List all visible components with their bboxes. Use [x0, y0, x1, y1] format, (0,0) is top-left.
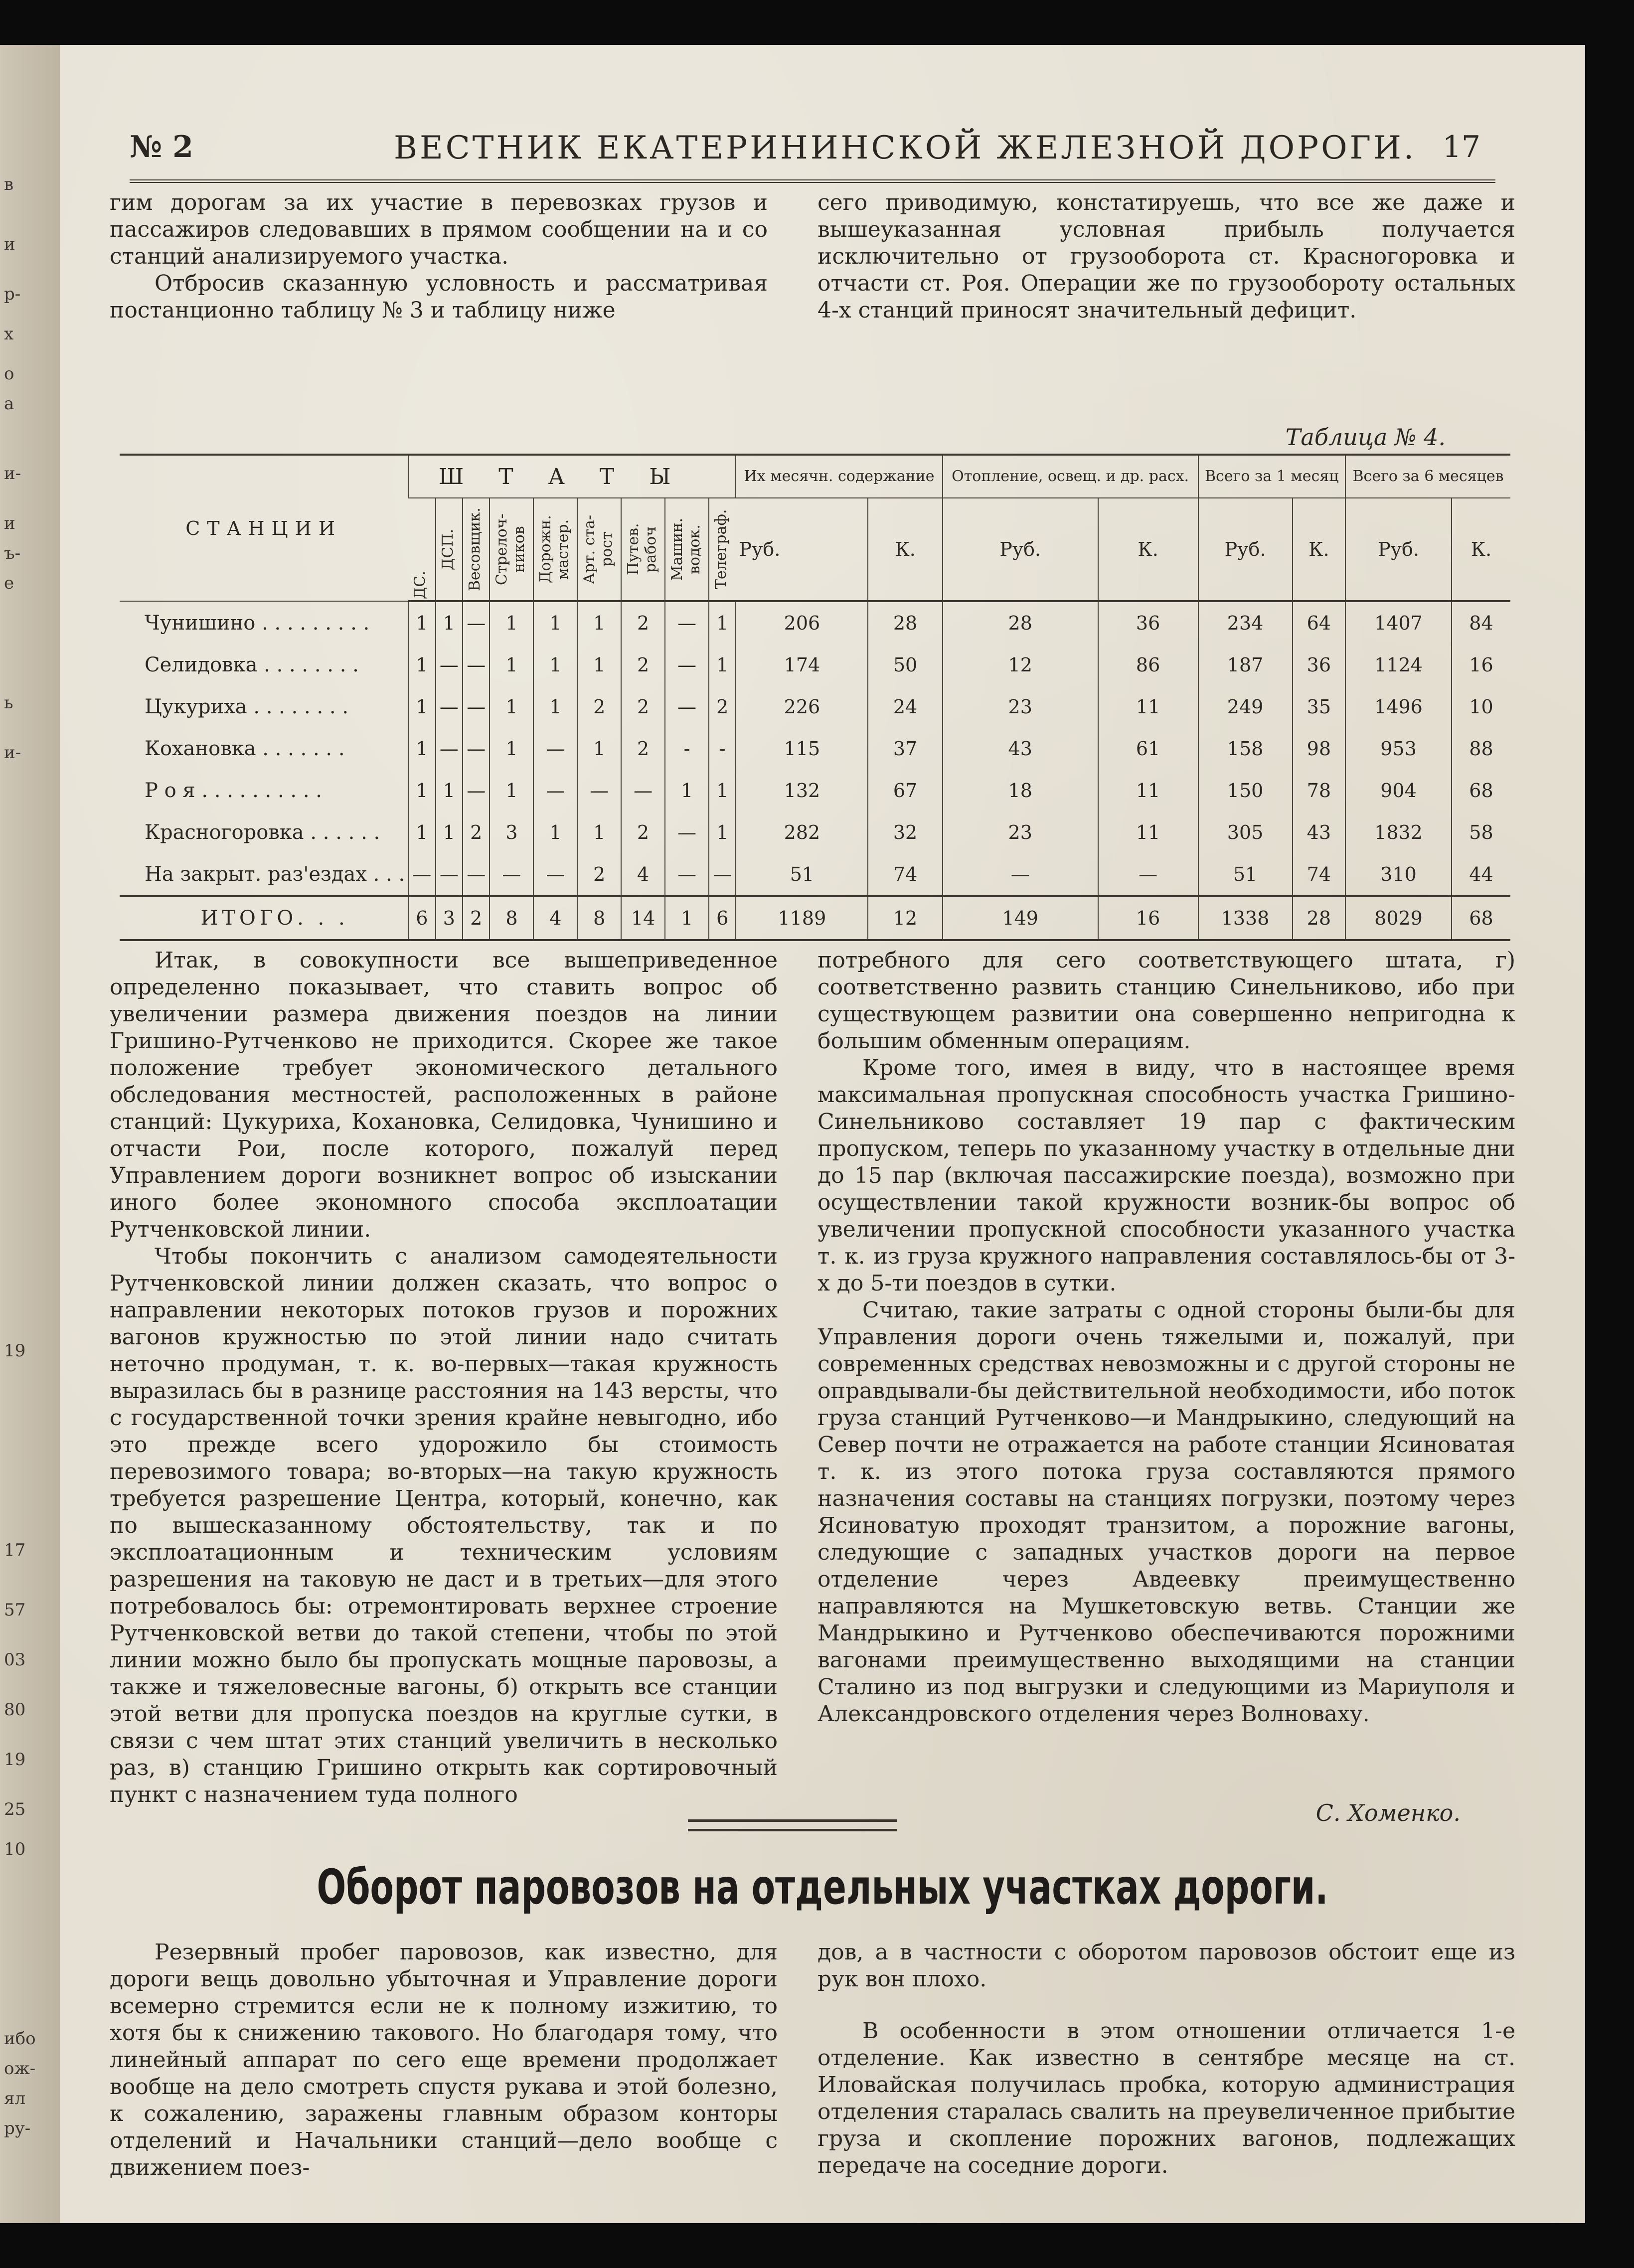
staff-count: — [577, 770, 621, 811]
money-value: 51 [736, 853, 868, 896]
staff-count: — [533, 853, 577, 896]
money-value: 74 [1293, 853, 1346, 896]
staff-count: — [533, 728, 577, 770]
col-kop: К. [868, 498, 942, 601]
table-row [120, 811, 1510, 853]
money-value: 28 [943, 601, 1098, 644]
staff-count: 2 [621, 601, 665, 644]
col-rub: Руб. [943, 498, 1098, 601]
money-value: 953 [1345, 728, 1452, 770]
money-value: 132 [736, 770, 868, 811]
money-value: 11 [1098, 811, 1198, 853]
staff-count: 1 [408, 728, 435, 770]
staff-count: 4 [621, 853, 665, 896]
adjacent-page-fragment: ру- [4, 2118, 31, 2138]
staff-count: — [436, 853, 463, 896]
staff-count: — [463, 601, 490, 644]
money-value: 8029 [1345, 896, 1452, 940]
money-value: 11 [1098, 686, 1198, 728]
money-value: 36 [1293, 644, 1346, 686]
col-money-monthly: Их месячн. содержание [736, 455, 942, 498]
money-value: 23 [943, 686, 1098, 728]
staff-count: 4 [533, 896, 577, 940]
staff-count: — [533, 770, 577, 811]
staff-count: 1 [490, 686, 533, 728]
table-row [120, 728, 1510, 770]
paragraph: гим дорогам за их участие в перевозках грузов и пассажиров следовавших в прямом сообщении на и со станций анализируемого участка. [110, 190, 768, 269]
col-rub: Руб. [736, 498, 868, 601]
staff-count: 1 [490, 644, 533, 686]
money-value: 32 [868, 811, 942, 853]
staff-count: 1 [408, 811, 435, 853]
money-value: 1124 [1345, 644, 1452, 686]
station-name: Чунишино . . . . . . . . . [145, 611, 370, 635]
staff-count: 1 [709, 644, 736, 686]
col-rub: Руб. [1198, 498, 1293, 601]
money-value: 1189 [736, 896, 868, 940]
staff-count: — [621, 770, 665, 811]
staff-count: — [463, 686, 490, 728]
table-row [120, 770, 1510, 811]
money-value: 35 [1293, 686, 1346, 728]
col-staff-group: ШТАТЫ [408, 455, 736, 498]
table-row [120, 644, 1510, 686]
col-kop: К. [1293, 498, 1346, 601]
staff-count: — [490, 853, 533, 896]
money-value: 18 [943, 770, 1098, 811]
money-value: 28 [1293, 896, 1346, 940]
col-money-total-1: Всего за 1 месяц [1198, 455, 1346, 498]
adjacent-page-fragment: и- [4, 743, 21, 763]
staff-count: — [436, 728, 463, 770]
paragraph: Считаю, такие затраты с одной стороны были-бы для Управления дороги очень тяжелыми и, пожалуй, при современных средствах невозможны и с другой стороны не оправдывали-бы действительной необходимости, ибо поток груза станций Рутченково—и Мандрыкино, следующий на Север почти не отражается на работе станции Ясиноватая т. к. из этого потока груза составляются прямого назначения составы на станциях погрузки, поэтому через Ясиноватую проходят транзитом, а порожние вагоны, следующие с западных участков дороги на первое отделение через Авдеевку преимущественно направляются на Мушкетовскую ветвь. Станции же Мандрыкино и Рутченково обеспечиваются порожними вагонами преимущественно выходящими на станции Сталино из под выгрузки и следующими из Мариуполя и Александровского отделения через Волноваху. [817, 1297, 1515, 1727]
col-rub: Руб. [1345, 498, 1452, 601]
staff-count: 1 [577, 811, 621, 853]
adjacent-page-fragment: ибо [4, 2029, 36, 2049]
money-value: 58 [1452, 811, 1510, 853]
station-name: Р о я . . . . . . . . . . [145, 779, 322, 802]
staff-count: 1 [436, 811, 463, 853]
money-value: 149 [943, 896, 1098, 940]
adjacent-page-fragment: ял [4, 2089, 26, 2108]
adjacent-page-fragment: о [4, 364, 14, 384]
bottom-right-column [817, 1939, 1515, 2179]
total-label: ИТОГО. . . [120, 896, 408, 940]
adjacent-page-fragment: а [4, 394, 14, 414]
adjacent-page-fragment: р- [4, 284, 21, 304]
paragraph: Чтобы покончить с анализом самодеятельности Рутченковской линии должен сказать, что вопрос о направлении некоторых потоков грузов и порожних вагонов кружностью по этой линии надо считать неточно продуман, т. к. во-первых—такая кружность выразилась бы в разнице расстояния на 143 версты, что с государственной точки зрения крайне невыгодно, ибо это прежде всего удорожило бы стоимость перевозимого товара; во-вторых—на такую кружность требуется разрешение Центра, который, конечно, как по вышесказанному обстоятельству, так и по эксплоатационным и техническим условиям разрешения на таковую не даст и в третьих—для этого потребовалось бы: отремонтировать верхнее строение Рутченковской ветви до такой степени, чтобы по этой линии можно было бы пропускать мощные паровозы, а также и тяжеловесные вагоны, б) открыть все станции этой ветви для пропуска поездов на круглые сутки, в связи с чем штат этих станций увеличить в несколько раз, в) станцию Гришино открыть как сортировочный пункт с назначением туда полного [110, 1244, 778, 1807]
staff-count: 2 [577, 686, 621, 728]
staff-count: — [463, 644, 490, 686]
paragraph: Итак, в совокупности все вышеприведенное определенно показывает, что ставить вопрос об увеличении размера движения поездов на линии Гришино-Рутченково не приходится. Скорее же такое положение требует экономического детального обследования местностей, расположенных в районе станций: Цукуриха, Кохановка, Селидовка, Чунишино и отчасти Рои, после которого, пожалуй перед Управлением дороги возникнет вопрос об изыскании иного более экономного способа эксплоатации Рутченковской линии. [110, 948, 778, 1242]
money-value: 249 [1198, 686, 1293, 728]
stations-table [120, 454, 1510, 941]
staff-count: 2 [709, 686, 736, 728]
staff-count: 1 [408, 770, 435, 811]
staff-count: 1 [577, 644, 621, 686]
money-value: 51 [1198, 853, 1293, 896]
money-value: 88 [1452, 728, 1510, 770]
staff-count: 1 [709, 601, 736, 644]
col-money-total-6: Всего за 6 месяцев [1345, 455, 1510, 498]
staff-count: 1 [665, 896, 709, 940]
paragraph: Резервный пробег паровозов, как известно, для дороги вещь довольно убыточная и Управление дороги всемерно стремится если не к полному изжитию, то хотя бы к снижению такового. Но благодаря тому, что линейный аппарат по сего еще времени продолжает вообще на дело смотреть спустя рукава и этой болезно, к сожалению, заражены главным образом конторы отделений и Начальники станций—дело вообще с движением поез- [110, 1940, 778, 2180]
money-value: 12 [868, 896, 942, 940]
money-value: 44 [1452, 853, 1510, 896]
staff-count: 1 [490, 770, 533, 811]
adjacent-page-fragment: 19 [4, 1750, 26, 1770]
table-row [120, 853, 1510, 896]
staff-count: 2 [621, 811, 665, 853]
station-name: Кохановка . . . . . . . [145, 737, 345, 760]
total-row [120, 896, 1510, 940]
col-staff: Телеграф. [709, 498, 736, 601]
col-staff: Стрелоч-ников [490, 498, 533, 601]
adjacent-page-fragment: и [4, 513, 15, 533]
staff-count: — [665, 644, 709, 686]
staff-count: 1 [709, 770, 736, 811]
money-value: 23 [943, 811, 1098, 853]
staff-count: — [408, 853, 435, 896]
money-value: 64 [1293, 601, 1346, 644]
money-value: 1407 [1345, 601, 1452, 644]
money-value: 187 [1198, 644, 1293, 686]
money-value: 24 [868, 686, 942, 728]
staff-count: 2 [621, 644, 665, 686]
money-value: 234 [1198, 601, 1293, 644]
staff-count: 1 [436, 770, 463, 811]
money-value: 68 [1452, 770, 1510, 811]
adjacent-page-fragment: 10 [4, 1839, 26, 1859]
staff-count: 1 [533, 686, 577, 728]
staff-count: — [463, 770, 490, 811]
adjacent-page-fragment: 03 [4, 1650, 26, 1670]
staff-count: — [463, 853, 490, 896]
col-kop: К. [1452, 498, 1510, 601]
money-value: 43 [1293, 811, 1346, 853]
money-value: 61 [1098, 728, 1198, 770]
money-value: 1338 [1198, 896, 1293, 940]
staff-count: 2 [621, 728, 665, 770]
staff-count: - [709, 728, 736, 770]
money-value: 158 [1198, 728, 1293, 770]
station-name: Селидовка . . . . . . . . [145, 653, 359, 676]
staff-count: — [665, 686, 709, 728]
money-value: 37 [868, 728, 942, 770]
staff-count: — [665, 853, 709, 896]
money-value: 226 [736, 686, 868, 728]
staff-count: 1 [709, 811, 736, 853]
adjacent-page-fragment: ож- [4, 2059, 36, 2079]
col-kop: К. [1098, 498, 1198, 601]
adjacent-page-fragment: 17 [4, 1540, 26, 1560]
money-value: 86 [1098, 644, 1198, 686]
col-staff: ДСП. [436, 498, 463, 601]
money-value: 12 [943, 644, 1098, 686]
paragraph: Кроме того, имея в виду, что в настоящее время максимальная пропускная способность участка Гришино-Синельниково составляет 19 пар с фактическим пропуском, теперь по указанному участку в отдельные дни до 15 пар (включая пассажирские поезда), возможно при осуществлении такой кружности возник-бы вопрос об увеличении пропускной способности указанного участка т. к. из груза кружного направления составлялось-бы от 3-х до 5-ти поездов в сутки. [817, 1055, 1515, 1296]
money-value: 28 [868, 601, 942, 644]
money-value: 115 [736, 728, 868, 770]
col-staff: Путев. рабоч [621, 498, 665, 601]
paragraph: потребного для сего соответствующего штата, г) соответственно развить станцию Синельниково, ибо при существующем развитии она совершенно непригодна к большим обменным операциям. [817, 948, 1515, 1054]
table-row [120, 601, 1510, 644]
col-staff: Арт. ста-рост [577, 498, 621, 601]
staff-count: 2 [621, 686, 665, 728]
money-value: — [1098, 853, 1198, 896]
staff-count: 1 [577, 601, 621, 644]
staff-count: 1 [408, 601, 435, 644]
staff-count: 1 [665, 770, 709, 811]
col-money-heating: Отопление, освещ. и др. расх. [943, 455, 1198, 498]
money-value: 904 [1345, 770, 1452, 811]
adjacent-page-fragment: е [4, 573, 14, 593]
station-name: Цукуриха . . . . . . . . [145, 695, 349, 718]
adjacent-page-fragment: х [4, 324, 14, 344]
page-header [130, 125, 1495, 183]
staff-count: — [665, 601, 709, 644]
money-value: 1496 [1345, 686, 1452, 728]
author-signature: С. Хоменко. [1315, 1799, 1461, 1826]
staff-count: 3 [436, 896, 463, 940]
money-value: 16 [1098, 896, 1198, 940]
money-value: 1832 [1345, 811, 1452, 853]
top-left-column [110, 189, 768, 324]
money-value: 150 [1198, 770, 1293, 811]
money-value: 68 [1452, 896, 1510, 940]
adjacent-page-fragment: в [4, 174, 14, 194]
paragraph: В особенности в этом отношении отличается 1-е отделение. Как известно в сентябре месяце на ст. Иловайская получилась пробка, которую администрация отделения старалась свалить на преувеличенное прибытие груза и скопление порожних вагонов, подлежащих передаче на соседние дороги. [817, 2018, 1515, 2178]
adjacent-page-fragment: 25 [4, 1799, 26, 1819]
staff-count: 6 [408, 896, 435, 940]
money-value: 78 [1293, 770, 1346, 811]
station-name: На закрыт. раз'ездах . . . [145, 863, 405, 886]
staff-count: 1 [577, 728, 621, 770]
col-staff: ДС. [408, 498, 435, 601]
col-staff: Дорожн. мастер. [533, 498, 577, 601]
adjacent-page-fragment: ъ- [4, 543, 21, 563]
staff-count: — [709, 853, 736, 896]
staff-count: — [436, 644, 463, 686]
paragraph: сего приводимую, констатируешь, что все же даже и вышеуказанная условная прибыль получается исключительно от грузооборота ст. Красногоровка и отчасти ст. Роя. Операции же по грузообороту остальных 4-х станций приносят значительный дефицит. [817, 190, 1515, 323]
page-number: 17 [1442, 130, 1480, 164]
col-stations: СТАНЦИИ [120, 455, 408, 601]
paragraph: дов, а в частности с оборотом паровозов обстоит еще из рук вон плохо. [817, 1940, 1515, 1992]
col-staff: Машин. водок. [665, 498, 709, 601]
table-caption: Таблица № 4. [1285, 424, 1446, 451]
adjacent-page-fragment: 80 [4, 1700, 26, 1720]
staff-count: 1 [533, 601, 577, 644]
money-value: 43 [943, 728, 1098, 770]
staff-count: 1 [436, 601, 463, 644]
staff-count: — [463, 728, 490, 770]
staff-count: 1 [490, 728, 533, 770]
staff-count: 2 [463, 896, 490, 940]
staff-count: 6 [709, 896, 736, 940]
money-value: 84 [1452, 601, 1510, 644]
section-divider [688, 1819, 897, 1831]
bottom-left-column [110, 1939, 778, 2181]
staff-count: 1 [533, 811, 577, 853]
table-row [120, 686, 1510, 728]
staff-count: 1 [408, 686, 435, 728]
staff-count: 1 [490, 601, 533, 644]
journal-title: ВЕСТНИК ЕКАТЕРИНИНСКОЙ ЖЕЛЕЗНОЙ ДОРОГИ. [394, 130, 1417, 166]
staff-count: 1 [408, 644, 435, 686]
staff-count: 2 [463, 811, 490, 853]
money-value: 11 [1098, 770, 1198, 811]
col-staff: Весовщик. [463, 498, 490, 601]
staff-count: 8 [577, 896, 621, 940]
staff-count: 8 [490, 896, 533, 940]
money-value: 98 [1293, 728, 1346, 770]
newspaper-page [60, 45, 1585, 2223]
adjacent-page-fragment: и- [4, 464, 21, 484]
staff-count: 2 [577, 853, 621, 896]
staff-count: - [665, 728, 709, 770]
money-value: 305 [1198, 811, 1293, 853]
adjacent-page-strip [0, 45, 60, 2223]
money-value: 16 [1452, 644, 1510, 686]
money-value: 67 [868, 770, 942, 811]
adjacent-page-fragment: 19 [4, 1341, 26, 1361]
issue-number: № 2 [130, 130, 193, 164]
money-value: 10 [1452, 686, 1510, 728]
paragraph: Отбросив сказанную условность и рассматривая постанционно таблицу № 3 и таблицу ниже [110, 271, 768, 323]
staff-count: 3 [490, 811, 533, 853]
staff-count: 1 [533, 644, 577, 686]
adjacent-page-fragment: ь [4, 693, 13, 713]
money-value: 36 [1098, 601, 1198, 644]
adjacent-page-fragment: 57 [4, 1600, 26, 1620]
station-name: Красногоровка . . . . . . [145, 821, 380, 844]
article-headline: Оборот паровозов на отдельных участках дороги. [317, 1859, 1328, 1915]
money-value: — [943, 853, 1098, 896]
staff-count: — [665, 811, 709, 853]
money-value: 50 [868, 644, 942, 686]
middle-left-column [110, 947, 778, 1808]
middle-right-column [817, 947, 1515, 1728]
money-value: 310 [1345, 853, 1452, 896]
money-value: 206 [736, 601, 868, 644]
money-value: 174 [736, 644, 868, 686]
money-value: 74 [868, 853, 942, 896]
adjacent-page-fragment: и [4, 234, 15, 254]
money-value: 282 [736, 811, 868, 853]
staff-count: 14 [621, 896, 665, 940]
staff-count: — [436, 686, 463, 728]
top-right-column [817, 189, 1515, 324]
